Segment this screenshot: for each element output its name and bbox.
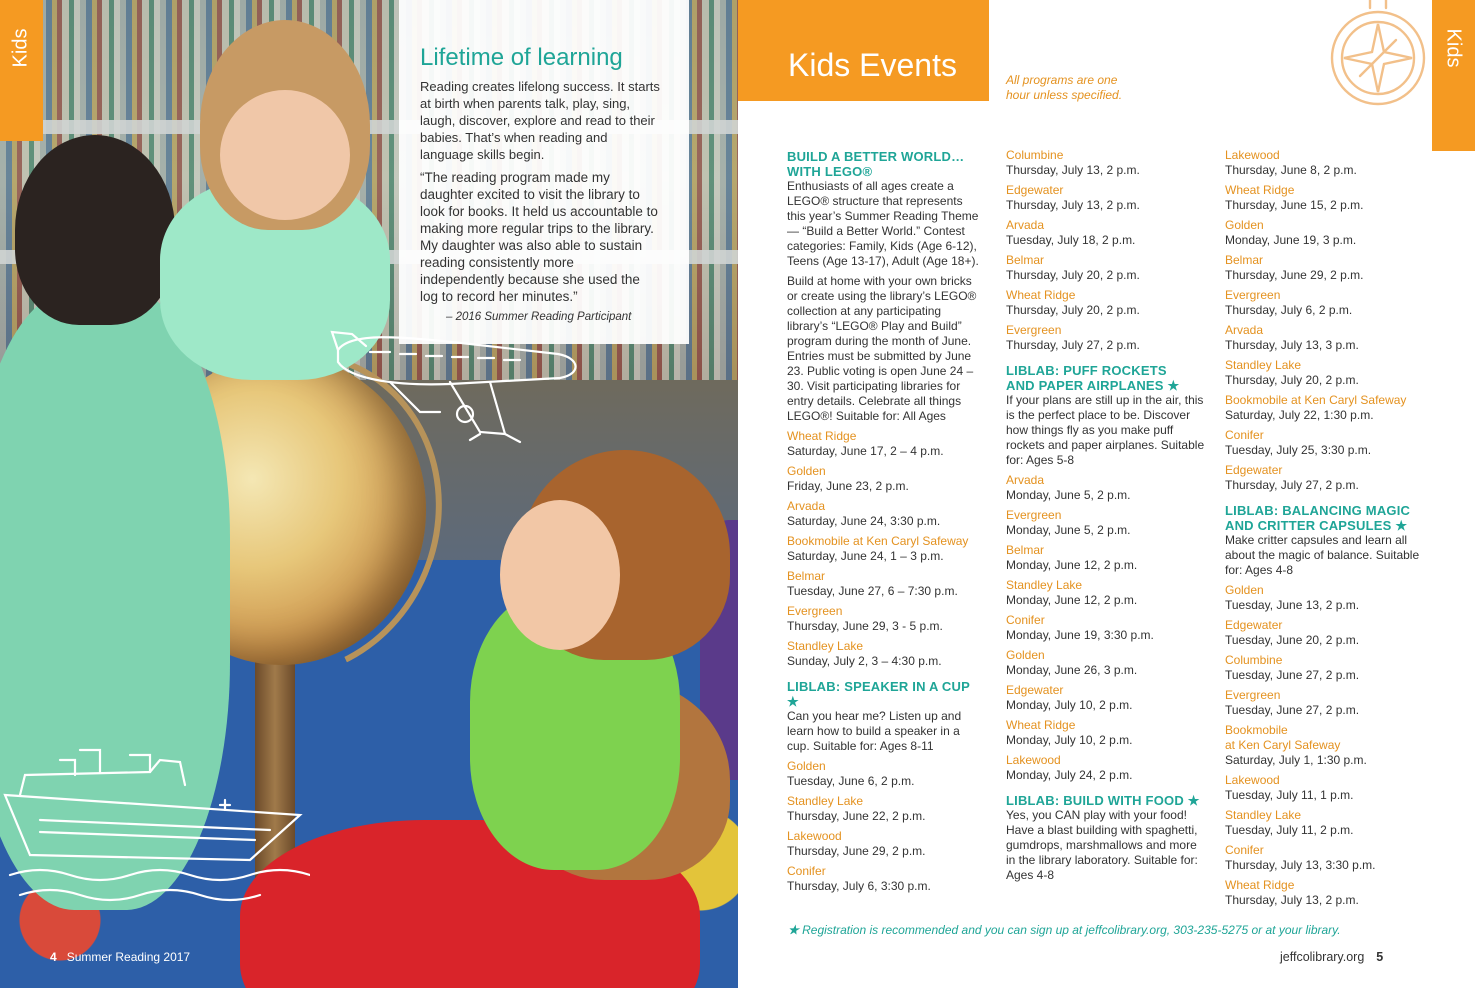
session-time: Thursday, June 8, 2 p.m. [1225,163,1357,177]
session-location: Columbine [1225,653,1283,667]
registration-star-icon: ★ [1395,518,1408,533]
section-tab-left [0,0,43,141]
registration-star-icon: ★ [788,923,799,937]
session-location: Wheat Ridge [787,429,857,443]
session-location: Wheat Ridge [1006,718,1076,732]
session-time: Monday, June 26, 3 p.m. [1006,663,1138,677]
session-time: Monday, June 19, 3 p.m. [1225,233,1357,247]
session-list [1225,773,1425,908]
event-description: Build at home with your own bricks or create using the library’s LEGO® collection at any participating library’s “LEGO® Play and Build” program during the month of June. Entries must be submitted by June 23. Public voting is open June 24 – 30. Visit participating libraries for entry details. Celebrate all things LEGO®! Suitable for: All Ages [787,274,977,423]
session-location: Wheat Ridge [1225,878,1295,892]
events-column [1006,148,1206,893]
session-location: Evergreen [787,604,843,618]
session-time: Thursday, July 13, 2 p.m. [1006,198,1140,212]
session-location: Belmar [1225,253,1264,267]
footer-url[interactable]: jeffcolibrary.org [1280,950,1365,964]
section-tab-label: Kids [1442,28,1465,68]
session-time: Monday, June 12, 2 p.m. [1006,558,1138,572]
session-time: Tuesday, July 11, 2 p.m. [1225,823,1354,837]
registration-star-icon: ★ [1187,793,1200,808]
footer-right [1280,950,1383,964]
event-description: Make critter capsules and learn all about the magic of balance. Suitable for: Ages 4-8 [1225,533,1420,577]
events-column [1225,148,1425,918]
event-title: LIBLAB: SPEAKER IN A CUP ★ [787,679,970,709]
page-number: 5 [1376,950,1384,964]
session-location: at Ken Caryl Safeway [1225,738,1341,752]
session-time: Thursday, July 13, 3 p.m. [1225,338,1359,352]
quote-paragraph: Reading creates lifelong success. It starts at birth when parents talk, play, sing, laugh, discover, explore and read to their babies. That’s when reading and language skills begin. [420,79,660,162]
footer-publication: Summer Reading 2017 [66,950,191,964]
session-location: Golden [1006,648,1045,662]
session-list [787,429,979,669]
session-location: Lakewood [787,829,842,843]
session-time: Tuesday, June 13, 2 p.m. [1225,598,1360,612]
event-rockets [1006,363,1206,783]
session-location: Standley Lake [787,639,864,653]
session-time: Monday, July 24, 2 p.m. [1006,768,1133,782]
session-location: Edgewater [1006,183,1064,197]
events-column [787,149,979,904]
session-time: Tuesday, July 11, 1 p.m. [1225,788,1354,802]
girl-blonde-face [220,90,350,220]
page-number: 4 [50,950,57,964]
session-location: Golden [787,464,826,478]
session-location: Wheat Ridge [1006,288,1076,302]
session-location: Arvada [787,499,826,513]
event-title: AND CRITTER CAPSULES ★ [1225,518,1408,533]
session-location: Golden [1225,583,1264,597]
session-location: Wheat Ridge [1225,183,1295,197]
event-title: LIBLAB: BUILD WITH FOOD ★ [1006,793,1200,808]
event-title: LIBLAB: BALANCING MAGIC [1225,503,1411,518]
quote-attribution: – 2016 Summer Reading Participant [446,311,632,323]
session-time: Thursday, June 29, 2 p.m. [1225,268,1364,282]
session-time: Monday, June 5, 2 p.m. [1006,523,1131,537]
compass-sketch-icon [1318,0,1433,114]
registration-star-icon: ★ [787,694,799,709]
session-location: Edgewater [1225,463,1283,477]
session-time: Tuesday, July 18, 2 p.m. [1006,233,1136,247]
session-time: Thursday, July 20, 2 p.m. [1225,373,1359,387]
session-location: Evergreen [1006,323,1062,337]
event-description: Can you hear me? Listen up and learn how to build a speaker in a cup. Suitable for: Ages 8-11 [787,709,962,753]
quote-box [399,0,689,344]
event-description: Enthusiasts of all ages create a LEGO® structure that represents this year’s Summer Reading Theme — “Build a Better World.” Contest categories: Family, Kids (Age 6-12), Teens (Age 13-17), Adult (Age 18+). [787,179,979,268]
event-speaker [787,679,979,894]
page-title: Kids Events [788,47,957,83]
session-time: Thursday, June 29, 2 p.m. [787,844,926,858]
session-time: Saturday, July 1, 1:30 p.m. [1225,753,1367,767]
session-location: Lakewood [1225,773,1280,787]
event-food-title-block [1006,793,1206,883]
session-location: Arvada [1006,218,1045,232]
session-time: Thursday, July 27, 2 p.m. [1006,338,1140,352]
event-food-sessions [1225,148,1425,493]
session-location: Lakewood [1225,148,1280,162]
session-location: Conifer [787,864,826,878]
session-location: Standley Lake [787,794,864,808]
session-location: Arvada [1225,323,1264,337]
session-list [1006,473,1206,783]
testimonial-paragraph: “The reading program made my daughter excited to visit the library to look for books. It held us accountable to making more regular trips to the library. My daughter was also able to sustain reading consistently more independently because she used the log to record her minutes.” [420,170,658,304]
session-location: Standley Lake [1225,358,1302,372]
section-tab-label: Kids [9,28,32,68]
session-location: Belmar [1006,543,1045,557]
session-time: Thursday, June 29, 3 - 5 p.m. [787,619,943,633]
session-time: Friday, June 23, 2 p.m. [787,479,909,493]
events-header [738,0,989,101]
session-list [1006,148,1206,353]
event-balancing [1225,503,1425,908]
session-location: Bookmobile at Ken Caryl Safeway [1225,393,1407,407]
session-time: Saturday, June 24, 1 – 3 p.m. [787,549,944,563]
session-location: Conifer [1225,843,1264,857]
session-time: Thursday, July 13, 2 p.m. [1225,893,1359,907]
session-location: Bookmobile at Ken Caryl Safeway [787,534,969,548]
session-location: Golden [1225,218,1264,232]
session-location: Edgewater [1006,683,1064,697]
session-list [787,759,979,894]
session-time: Saturday, June 17, 2 – 4 p.m. [787,444,944,458]
session-time: Monday, June 5, 2 p.m. [1006,488,1131,502]
footer-left [50,950,190,964]
session-time: Tuesday, June 6, 2 p.m. [787,774,915,788]
right-page [738,0,1475,988]
session-time: Saturday, July 22, 1:30 p.m. [1225,408,1374,422]
session-location: Columbine [1006,148,1064,162]
session-location: Evergreen [1006,508,1062,522]
session-time: Thursday, July 27, 2 p.m. [1225,478,1359,492]
session-time: Tuesday, June 27, 6 – 7:30 p.m. [787,584,958,598]
session-time: Monday, June 12, 2 p.m. [1006,593,1138,607]
event-lego [787,149,979,669]
quote-title: Lifetime of learning [420,44,623,71]
event-lego-continued [1006,148,1206,353]
duration-note: All programs are one hour unless specified. [1006,73,1123,102]
session-location: Arvada [1006,473,1045,487]
session-time: Thursday, July 20, 2 p.m. [1006,268,1140,282]
session-location: Belmar [1006,253,1045,267]
session-location: Evergreen [1225,688,1281,702]
session-time: Thursday, July 20, 2 p.m. [1006,303,1140,317]
event-title: BUILD A BETTER WORLD… [787,149,965,164]
session-location: Edgewater [1225,618,1283,632]
session-time: Monday, June 19, 3:30 p.m. [1006,628,1154,642]
session-list [1225,148,1425,493]
session-time: Thursday, June 22, 2 p.m. [787,809,926,823]
session-location: Bookmobile [1225,723,1288,737]
session-location: Conifer [1225,428,1264,442]
session-location: Conifer [1006,613,1045,627]
session-location: Belmar [787,569,826,583]
event-description: If your plans are still up in the air, this is the perfect place to be. Discover how things fly as you make puff rockets and paper airplanes. Suitable for: Ages 5-8 [1006,393,1205,467]
session-time: Thursday, July 13, 2 p.m. [1006,163,1140,177]
session-time: Tuesday, June 20, 2 p.m. [1225,633,1360,647]
registration-star-icon: ★ [1167,378,1180,393]
event-title: AND PAPER AIRPLANES ★ [1006,378,1180,393]
event-title: LIBLAB: PUFF ROCKETS [1006,363,1167,378]
session-time: Thursday, July 6, 2 p.m. [1225,303,1353,317]
session-time: Monday, July 10, 2 p.m. [1006,733,1133,747]
session-time: Thursday, June 15, 2 p.m. [1225,198,1364,212]
session-time: Thursday, July 6, 3:30 p.m. [787,879,931,893]
session-location: Golden [787,759,826,773]
registration-note: ★ Registration is recommended and you can sign up at jeffcolibrary.org, 303-235-5275 or at your library. [788,923,1341,937]
event-description: Yes, you CAN play with your food! Have a blast building with spaghetti, gumdrops, marshmallows and more in the library laboratory. Suitable for: Ages 4-8 [1006,808,1198,882]
session-time: Tuesday, June 27, 2 p.m. [1225,668,1360,682]
session-time: Monday, July 10, 2 p.m. [1006,698,1133,712]
session-time: Tuesday, July 25, 3:30 p.m. [1225,443,1372,457]
session-location: Lakewood [1006,753,1061,767]
session-location: Standley Lake [1006,578,1083,592]
session-time: Saturday, June 24, 3:30 p.m. [787,514,941,528]
girl-dark-hair-head [15,135,175,325]
session-time: Tuesday, June 27, 2 p.m. [1225,703,1360,717]
section-tab-right [1432,0,1475,151]
session-list [1225,583,1425,718]
boy-green-shirt-face [500,500,620,650]
session-location: Standley Lake [1225,808,1302,822]
session-time: Thursday, July 13, 3:30 p.m. [1225,858,1376,872]
event-title: WITH LEGO® [787,164,873,179]
ship-sketch-icon [0,740,310,910]
session-time: Sunday, July 2, 3 – 4:30 p.m. [787,654,942,668]
session-location: Evergreen [1225,288,1281,302]
